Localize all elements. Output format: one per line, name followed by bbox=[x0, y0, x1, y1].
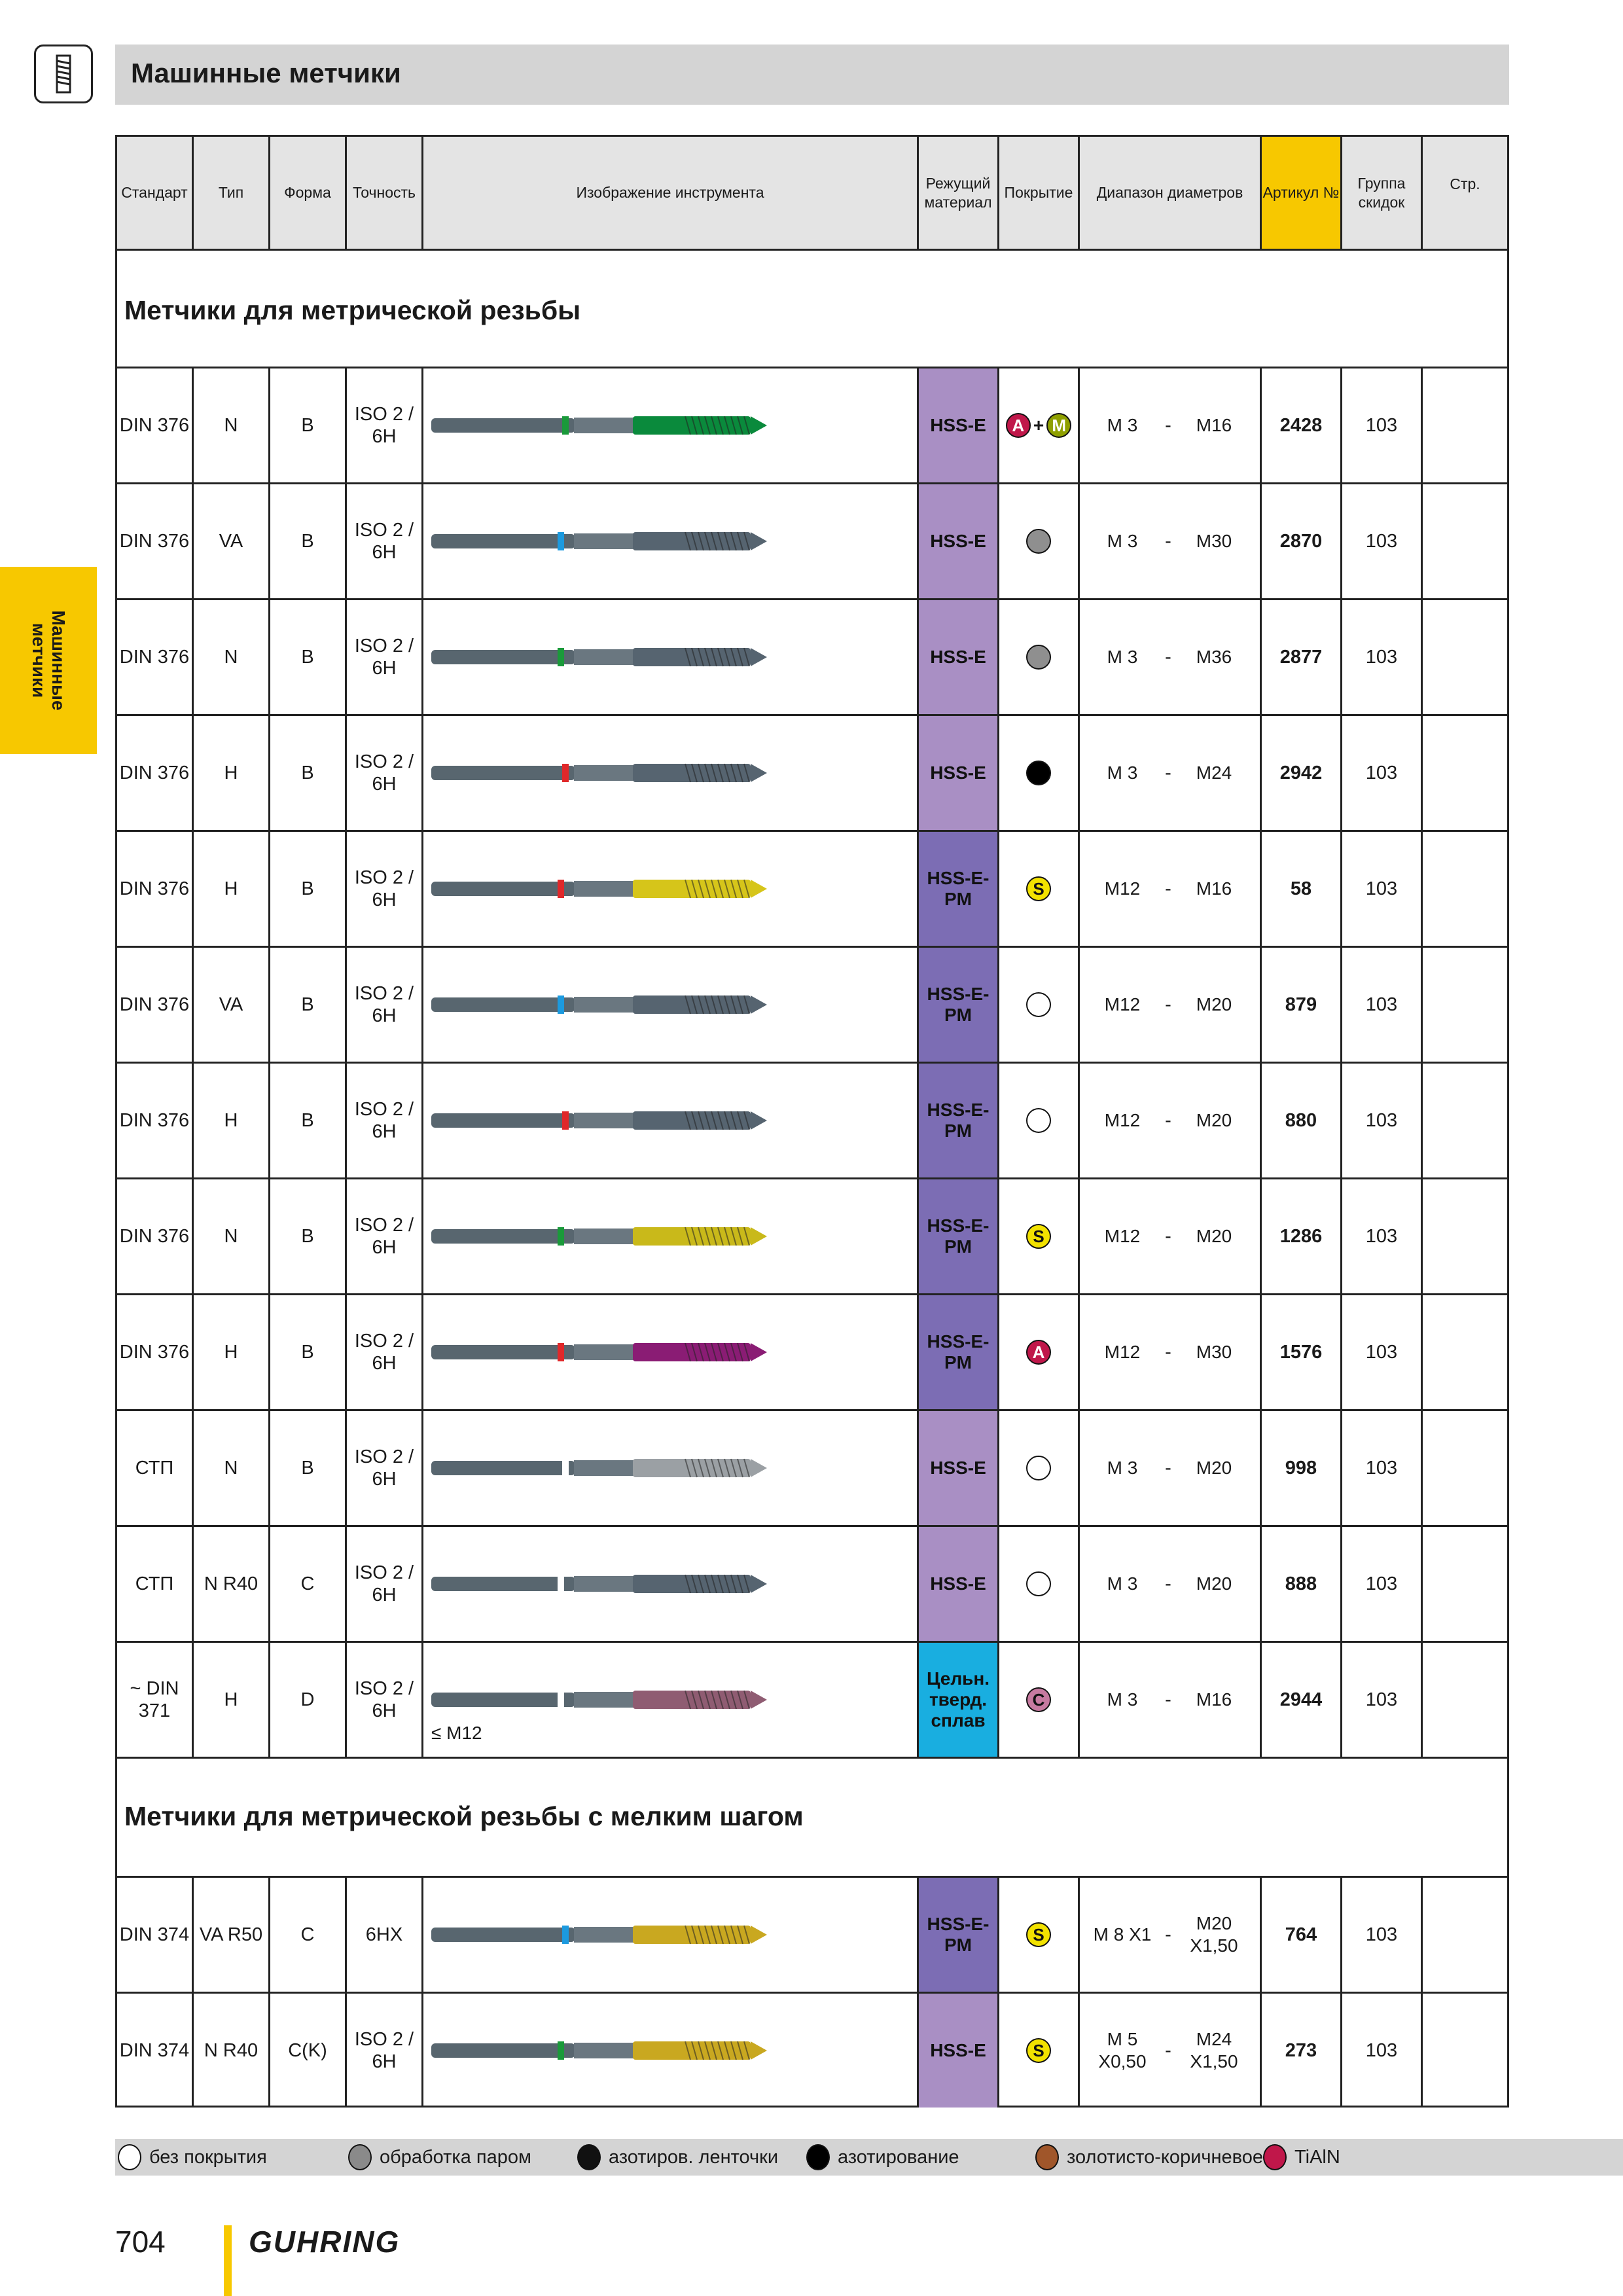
coating-cell bbox=[999, 1064, 1078, 1177]
diameter-dash: - bbox=[1165, 415, 1171, 436]
legend-item bbox=[118, 2143, 267, 2172]
diameter-to: M16 bbox=[1196, 1689, 1232, 1710]
page-cell bbox=[1423, 716, 1505, 830]
diameter-dash: - bbox=[1165, 1342, 1171, 1363]
page-cell bbox=[1423, 1179, 1505, 1293]
diameter-from: M 5 X0,50 bbox=[1098, 2029, 1147, 2072]
tool-image bbox=[423, 1994, 917, 2108]
coating-cell bbox=[999, 716, 1078, 830]
accuracy-cell: ISO 2 / 6H bbox=[354, 983, 414, 1026]
discount-group-cell: 103 bbox=[1365, 1458, 1398, 1479]
side-tab-label: Машинные метчики bbox=[29, 610, 69, 711]
material-cell: HSS-E bbox=[919, 600, 997, 714]
page-cell bbox=[1423, 1527, 1505, 1641]
material-cell: HSS-E-PM bbox=[919, 1064, 997, 1177]
discount-group-cell: 103 bbox=[1365, 415, 1398, 436]
page-cell bbox=[1423, 1994, 1505, 2108]
diameter-to: M20 bbox=[1196, 1226, 1232, 1246]
page-cell bbox=[1423, 368, 1505, 482]
article-cell: 764 bbox=[1285, 1924, 1317, 1945]
accuracy-cell: ISO 2 / 6H bbox=[354, 636, 414, 679]
discount-group-cell: 103 bbox=[1365, 1573, 1398, 1594]
legend-item bbox=[1035, 2143, 1263, 2172]
coating-icon bbox=[1026, 761, 1051, 785]
accuracy-cell: ISO 2 / 6H bbox=[354, 404, 414, 447]
accuracy-cell: ISO 2 / 6H bbox=[354, 751, 414, 795]
material-cell: HSS-E-PM bbox=[919, 1179, 997, 1293]
column-divider bbox=[421, 137, 423, 249]
col-header-page: Стр. bbox=[1423, 137, 1507, 249]
page-cell bbox=[1423, 600, 1505, 714]
col-header-image: Изображение инструмента bbox=[423, 137, 917, 249]
col-header-diameter: Диапазон диаметров bbox=[1080, 137, 1260, 249]
article-cell: 888 bbox=[1285, 1573, 1317, 1594]
col-header-type: Тип bbox=[194, 137, 268, 249]
tool-image bbox=[423, 1878, 917, 1992]
form-cell: B bbox=[301, 647, 314, 668]
article-cell: 880 bbox=[1285, 1110, 1317, 1131]
col-header-standard: Стандарт bbox=[117, 137, 192, 249]
tool-image bbox=[423, 716, 917, 830]
column-divider bbox=[192, 137, 194, 249]
coating-cell bbox=[999, 1878, 1078, 1992]
diameter-to: M16 bbox=[1196, 878, 1232, 899]
diameter-to: M30 bbox=[1196, 1342, 1232, 1362]
accuracy-cell: ISO 2 / 6H bbox=[354, 1562, 414, 1605]
legend-swatch-icon bbox=[1263, 2144, 1287, 2170]
diameter-dash: - bbox=[1165, 1689, 1171, 1710]
standard-cell: DIN 376 bbox=[119, 994, 190, 1015]
legend-swatch-icon bbox=[348, 2144, 372, 2170]
coating-S-icon: S bbox=[1026, 2038, 1051, 2063]
tool-image bbox=[423, 600, 917, 714]
diameter-to: M24 X1,50 bbox=[1190, 2029, 1238, 2072]
page-cell bbox=[1423, 1643, 1505, 1757]
form-cell: B bbox=[301, 762, 314, 783]
discount-group-cell: 103 bbox=[1365, 1226, 1398, 1247]
standard-cell: СТП bbox=[135, 1573, 174, 1594]
article-cell: 2877 bbox=[1279, 647, 1323, 668]
diameter-from: M 3 bbox=[1107, 1689, 1138, 1710]
article-cell: 1286 bbox=[1279, 1226, 1323, 1247]
type-cell: VA bbox=[219, 531, 243, 552]
type-cell: H bbox=[224, 1110, 238, 1131]
diameter-to: M20 bbox=[1196, 1458, 1232, 1478]
diameter-dash: - bbox=[1165, 1226, 1171, 1247]
standard-cell: DIN 376 bbox=[119, 762, 190, 783]
column-divider bbox=[997, 137, 999, 249]
material-cell: HSS-E-PM bbox=[919, 832, 997, 946]
diameter-dash: - bbox=[1165, 1924, 1171, 1945]
tool-image bbox=[423, 1527, 917, 1641]
column-divider bbox=[345, 137, 347, 249]
diameter-from: M 3 bbox=[1107, 415, 1138, 435]
legend-item bbox=[577, 2143, 778, 2172]
legend-swatch-icon bbox=[806, 2144, 830, 2170]
row-divider bbox=[115, 1757, 1509, 1759]
brand-logo: GUHRING bbox=[249, 2225, 401, 2259]
type-cell: N R40 bbox=[204, 2040, 259, 2061]
standard-cell: DIN 376 bbox=[119, 1226, 190, 1247]
diameter-dash: - bbox=[1165, 1458, 1171, 1479]
diameter-to: M24 bbox=[1196, 762, 1232, 783]
material-cell: Цельн. тверд. сплав bbox=[919, 1643, 997, 1757]
material-cell: HSS-E-PM bbox=[919, 948, 997, 1062]
col-header-form: Форма bbox=[270, 137, 345, 249]
accuracy-cell: ISO 2 / 6H bbox=[354, 867, 414, 910]
legend-label: без покрытия bbox=[149, 2146, 267, 2168]
tool-image bbox=[423, 1411, 917, 1525]
discount-group-cell: 103 bbox=[1365, 2040, 1398, 2061]
coating-m-icon: M bbox=[1046, 413, 1071, 438]
discount-group-cell: 103 bbox=[1365, 1689, 1398, 1710]
accuracy-cell: ISO 2 / 6H bbox=[354, 1331, 414, 1374]
coating-S-icon: S bbox=[1026, 876, 1051, 901]
col-header-discount-group: Группа скидок bbox=[1342, 137, 1421, 249]
tool-image bbox=[423, 832, 917, 946]
coating-cell bbox=[999, 1179, 1078, 1293]
coating-cell bbox=[999, 1411, 1078, 1525]
coating-icon bbox=[1026, 1571, 1051, 1596]
material-cell: HSS-E bbox=[919, 716, 997, 830]
article-cell: 2942 bbox=[1279, 762, 1323, 783]
form-cell: B bbox=[301, 878, 314, 899]
type-cell: N bbox=[224, 1458, 238, 1479]
standard-cell: DIN 376 bbox=[119, 415, 190, 436]
coating-cell bbox=[999, 484, 1078, 598]
discount-group-cell: 103 bbox=[1365, 878, 1398, 899]
coating-C-icon: C bbox=[1026, 1687, 1051, 1712]
accuracy-cell: ISO 2 / 6H bbox=[354, 1446, 414, 1490]
article-cell: 58 bbox=[1290, 878, 1312, 899]
diameter-from: M 3 bbox=[1107, 647, 1138, 667]
standard-cell: DIN 376 bbox=[119, 878, 190, 899]
column-divider bbox=[1421, 137, 1423, 249]
footer-accent-bar bbox=[224, 2225, 232, 2296]
legend-label: азотиров. ленточки bbox=[609, 2146, 779, 2168]
coating-cell bbox=[999, 948, 1078, 1062]
page-cell bbox=[1423, 1411, 1505, 1525]
diameter-dash: - bbox=[1165, 647, 1171, 668]
coating-icon bbox=[1026, 1456, 1051, 1480]
tool-image bbox=[423, 1064, 917, 1177]
accuracy-cell: ISO 2 / 6H bbox=[354, 1099, 414, 1142]
article-cell: 879 bbox=[1285, 994, 1317, 1015]
column-divider bbox=[1340, 137, 1342, 249]
diameter-from: M 3 bbox=[1107, 1573, 1138, 1594]
diameter-from: M12 bbox=[1104, 994, 1141, 1014]
page-number: 704 bbox=[115, 2225, 166, 2259]
type-cell: H bbox=[224, 1689, 238, 1710]
article-cell: 273 bbox=[1285, 2040, 1317, 2061]
accuracy-cell: ISO 2 / 6H bbox=[354, 1215, 414, 1258]
col-header-article: Артикул № bbox=[1262, 137, 1340, 249]
coating-cell bbox=[999, 1994, 1078, 2108]
form-cell: C bbox=[300, 1924, 315, 1945]
diameter-dash: - bbox=[1165, 994, 1171, 1015]
page-cell bbox=[1423, 1064, 1505, 1177]
article-cell: 998 bbox=[1285, 1458, 1317, 1479]
type-cell: VA bbox=[219, 994, 243, 1015]
diameter-from: M 3 bbox=[1107, 762, 1138, 783]
diameter-from: M 3 bbox=[1107, 1458, 1138, 1478]
standard-cell: ~ DIN 371 bbox=[130, 1678, 179, 1721]
standard-cell: СТП bbox=[135, 1458, 174, 1479]
coating-cell bbox=[999, 1527, 1078, 1641]
type-cell: N bbox=[224, 1226, 238, 1247]
coating-cell bbox=[999, 832, 1078, 946]
legend-item bbox=[348, 2143, 531, 2172]
article-cell: 1576 bbox=[1279, 1342, 1323, 1363]
diameter-from: M12 bbox=[1104, 1342, 1141, 1362]
legend-item bbox=[806, 2143, 959, 2172]
col-header-coating: Покрытие bbox=[999, 137, 1078, 249]
type-cell: VA R50 bbox=[199, 1924, 263, 1945]
form-cell: B bbox=[301, 994, 314, 1015]
section-title-metric: Метчики для метрической резьбы bbox=[124, 295, 581, 325]
diameter-dash: - bbox=[1165, 1573, 1171, 1594]
coating-icon bbox=[1026, 529, 1051, 554]
tool-image bbox=[423, 1179, 917, 1293]
col-header-accuracy: Точность bbox=[347, 137, 421, 249]
accuracy-cell: ISO 2 / 6H bbox=[354, 520, 414, 563]
tool-image bbox=[423, 1643, 917, 1757]
type-cell: N bbox=[224, 647, 238, 668]
article-cell: 2870 bbox=[1279, 531, 1323, 552]
page-cell bbox=[1423, 832, 1505, 946]
diameter-from: M 3 bbox=[1107, 531, 1138, 551]
diameter-dash: - bbox=[1165, 878, 1171, 899]
type-cell: H bbox=[224, 1342, 238, 1363]
coating-cell bbox=[999, 1643, 1078, 1757]
diameter-to: M20 bbox=[1196, 994, 1232, 1014]
discount-group-cell: 103 bbox=[1365, 1342, 1398, 1363]
column-divider bbox=[917, 137, 919, 249]
diameter-to: M20 bbox=[1196, 1110, 1232, 1130]
diameter-to: M16 bbox=[1196, 415, 1232, 435]
diameter-from: M 8 X1 bbox=[1093, 1924, 1152, 1945]
type-cell: N R40 bbox=[204, 1573, 259, 1594]
standard-cell: DIN 376 bbox=[119, 1342, 190, 1363]
diameter-from: M12 bbox=[1104, 878, 1141, 899]
standard-cell: DIN 374 bbox=[119, 1924, 190, 1945]
legend-label: азотирование bbox=[838, 2146, 959, 2168]
diameter-to: M20 bbox=[1196, 1573, 1232, 1594]
discount-group-cell: 103 bbox=[1365, 531, 1398, 552]
material-cell: HSS-E-PM bbox=[919, 1295, 997, 1409]
legend-swatch-icon bbox=[1035, 2144, 1059, 2170]
coating-cell bbox=[999, 600, 1078, 714]
standard-cell: DIN 376 bbox=[119, 531, 190, 552]
accuracy-cell: ISO 2 / 6H bbox=[354, 2029, 414, 2072]
article-cell: 2428 bbox=[1279, 415, 1323, 436]
form-cell: B bbox=[301, 415, 314, 436]
form-cell: B bbox=[301, 1226, 314, 1247]
material-cell: HSS-E bbox=[919, 1527, 997, 1641]
legend-item bbox=[1263, 2143, 1340, 2172]
legend-swatch-icon bbox=[118, 2144, 141, 2170]
material-cell: HSS-E-PM bbox=[919, 1878, 997, 1992]
col-header-material: Режущий материал bbox=[919, 137, 997, 249]
diameter-dash: - bbox=[1165, 2040, 1171, 2061]
coating-tialn-icon: A bbox=[1006, 413, 1031, 438]
diameter-to: M20 X1,50 bbox=[1190, 1913, 1238, 1956]
diameter-from: M12 bbox=[1104, 1226, 1141, 1246]
coating-icon bbox=[1026, 992, 1051, 1017]
page-cell bbox=[1423, 948, 1505, 1062]
page-cell bbox=[1423, 484, 1505, 598]
legend-swatch-icon bbox=[577, 2144, 601, 2170]
column-divider bbox=[268, 137, 270, 249]
discount-group-cell: 103 bbox=[1365, 1110, 1398, 1131]
row-divider bbox=[115, 249, 1509, 251]
article-cell: 2944 bbox=[1279, 1689, 1323, 1710]
diameter-to: M30 bbox=[1196, 531, 1232, 551]
form-cell: B bbox=[301, 531, 314, 552]
material-cell: HSS-E bbox=[919, 368, 997, 482]
type-cell: N bbox=[224, 415, 238, 436]
tool-image bbox=[423, 368, 917, 482]
form-cell: B bbox=[301, 1458, 314, 1479]
material-cell: HSS-E bbox=[919, 484, 997, 598]
standard-cell: DIN 374 bbox=[119, 2040, 190, 2061]
material-cell: HSS-E bbox=[919, 1411, 997, 1525]
tool-image bbox=[423, 484, 917, 598]
diameter-from: M12 bbox=[1104, 1110, 1141, 1130]
diameter-dash: - bbox=[1165, 531, 1171, 552]
type-cell: H bbox=[224, 762, 238, 783]
column-divider bbox=[1078, 137, 1080, 249]
coating-icon bbox=[1026, 1108, 1051, 1133]
coating-A-icon: A bbox=[1026, 1340, 1051, 1365]
coating-icon bbox=[1026, 645, 1051, 670]
coating-cell: A + M bbox=[999, 368, 1078, 482]
type-cell: H bbox=[224, 878, 238, 899]
form-cell: B bbox=[301, 1110, 314, 1131]
tool-image bbox=[423, 1295, 917, 1409]
page-title: Машинные метчики bbox=[131, 58, 401, 88]
standard-cell: DIN 376 bbox=[119, 647, 190, 668]
coating-S-icon: S bbox=[1026, 1922, 1051, 1947]
coating-S-icon: S bbox=[1026, 1224, 1051, 1249]
accuracy-cell: ISO 2 / 6H bbox=[354, 1678, 414, 1721]
discount-group-cell: 103 bbox=[1365, 647, 1398, 668]
page-cell bbox=[1423, 1878, 1505, 1992]
form-cell: C(K) bbox=[288, 2040, 327, 2061]
diameter-dash: - bbox=[1165, 762, 1171, 783]
form-cell: B bbox=[301, 1342, 314, 1363]
legend-label: золотисто-коричневое bbox=[1067, 2146, 1263, 2168]
diameter-dash: - bbox=[1165, 1110, 1171, 1131]
tool-image bbox=[423, 948, 917, 1062]
diameter-to: M36 bbox=[1196, 647, 1232, 667]
legend-label: TiAlN bbox=[1294, 2146, 1340, 2168]
standard-cell: DIN 376 bbox=[119, 1110, 190, 1131]
legend-label: обработка паром bbox=[380, 2146, 531, 2168]
form-cell: C bbox=[300, 1573, 315, 1594]
tap-logo-icon bbox=[34, 45, 93, 103]
material-cell: HSS-E bbox=[919, 1994, 997, 2108]
coating-cell bbox=[999, 1295, 1078, 1409]
form-cell: D bbox=[300, 1689, 315, 1710]
page-cell bbox=[1423, 1295, 1505, 1409]
size-note: ≤ M12 bbox=[431, 1723, 482, 1743]
accuracy-cell: 6HX bbox=[365, 1924, 403, 1945]
discount-group-cell: 103 bbox=[1365, 1924, 1398, 1945]
discount-group-cell: 103 bbox=[1365, 762, 1398, 783]
column-divider bbox=[1260, 137, 1262, 249]
section-title-metric-fine: Метчики для метрической резьбы с мелким шагом bbox=[124, 1801, 804, 1831]
discount-group-cell: 103 bbox=[1365, 994, 1398, 1015]
